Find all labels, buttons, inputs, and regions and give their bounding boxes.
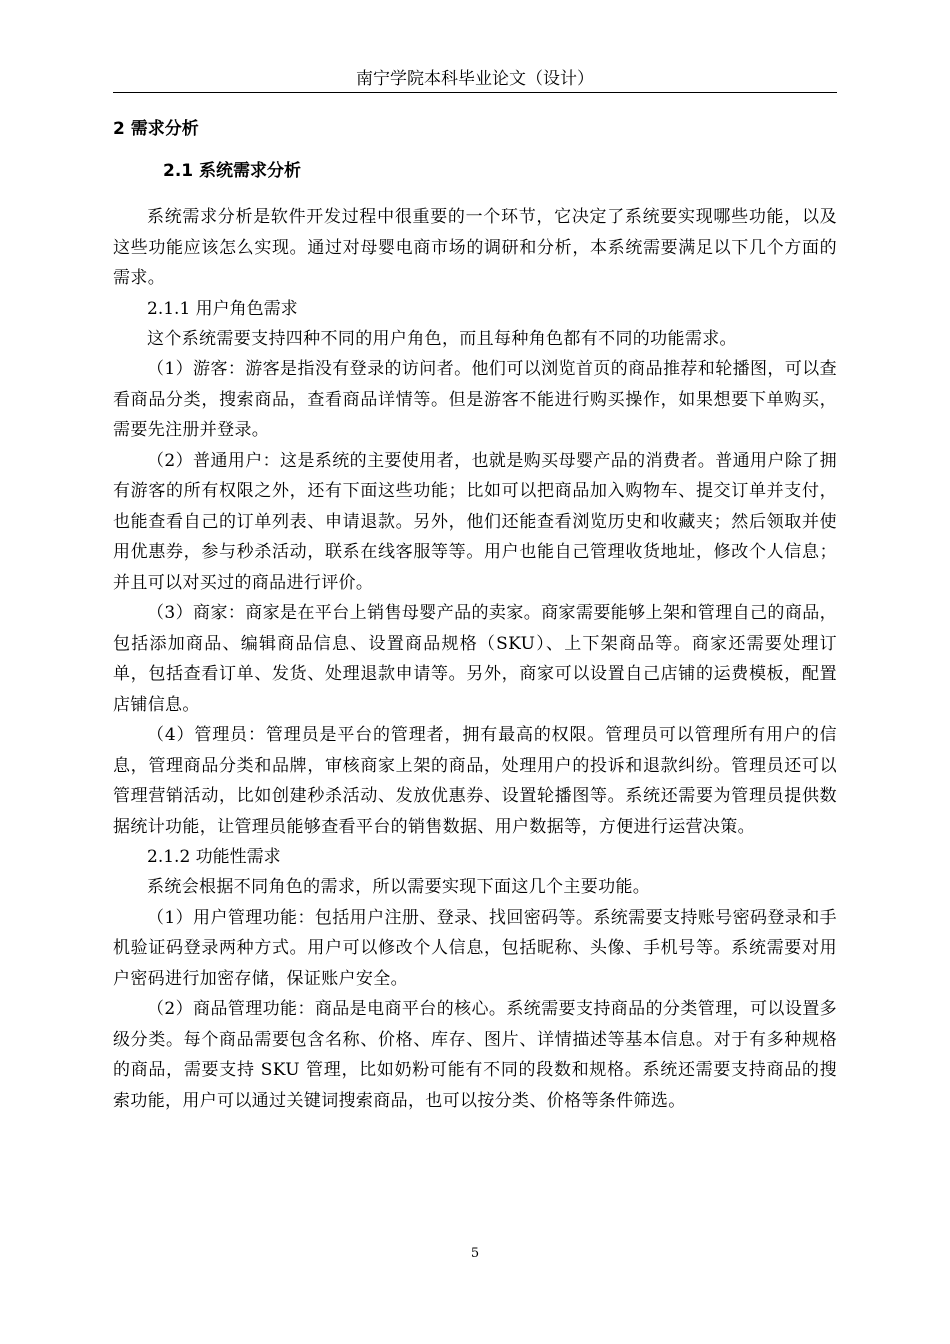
role-user-paragraph: （2）普通用户：这是系统的主要使用者，也就是购买母婴产品的消费者。普通用户除了拥有游客的所有权限之外，还有下面这些功能；比如可以把商品加入购物车、提交订单并支付，也能查看自己的订单列表、申请退款。另外，他们还能查看浏览历史和收藏夹；然后领取并使用优惠券，参与秒杀活动，联系在线客服等等。用户也能自己管理收货地址，修改个人信息；并且可以对买过的商品进行评价。	[113, 450, 837, 593]
functions-intro-paragraph: 系统会根据不同角色的需求，所以需要实现下面这几个主要功能。	[147, 877, 651, 897]
function-user-mgmt-paragraph: （1）用户管理功能：包括用户注册、登录、找回密码等。系统需要支持账号密码登录和手机验证码登录两种方式。用户可以修改个人信息，包括昵称、头像、手机号等。系统需要对用户密码进行加密存储，保证账户安全。	[113, 907, 837, 989]
function-product-mgmt-paragraph: （2）商品管理功能：商品是电商平台的核心。系统需要支持商品的分类管理，可以设置多级分类。每个商品需要包含名称、价格、库存、图片、详情描述等基本信息。对于有多种规格的商品，需要支持 SKU 管理，比如奶粉可能有不同的段数和规格。系统还需要支持商品的搜索功能，用户可以通过关键词搜索商品，也可以按分类、价格等条件筛选。	[113, 999, 837, 1111]
section-heading: 2 需求分析	[113, 119, 199, 139]
intro-paragraph: 系统需求分析是软件开发过程中很重要的一个环节，它决定了系统要实现哪些功能，以及这些功能应该怎么实现。通过对母婴电商市场的调研和分析，本系统需要满足以下几个方面的需求。	[113, 207, 837, 288]
roles-intro-paragraph: 这个系统需要支持四种不同的用户角色，而且每种角色都有不同的功能需求。	[147, 328, 737, 349]
functions-heading: 2.1.2 功能性需求	[147, 847, 281, 867]
page-number: 5	[470, 1246, 480, 1261]
roles-heading: 2.1.1 用户角色需求	[147, 298, 298, 319]
page-header: 南宁学院本科毕业论文（设计）	[113, 66, 837, 93]
role-admin-paragraph: （4）管理员：管理员是平台的管理者，拥有最高的权限。管理员可以管理所有用户的信息，管理商品分类和品牌，审核商家上架的商品，处理用户的投诉和退款纠纷。管理员还可以管理营销活动，比如创建秒杀活动、发放优惠券、设置轮播图等。系统还需要为管理员提供数据统计功能，让管理员能够查看平台的销售数据、用户数据等，方便进行运营决策。	[113, 725, 837, 837]
role-guest-paragraph: （1）游客：游客是指没有登录的访问者。他们可以浏览首页的商品推荐和轮播图，可以查看商品分类，搜索商品，查看商品详情等。但是游客不能进行购买操作，如果想要下单购买，需要先注册并登录。	[113, 359, 837, 440]
subsection-heading: 2.1 系统需求分析	[163, 161, 302, 181]
role-merchant-paragraph: （3）商家：商家是在平台上销售母婴产品的卖家。商家需要能够上架和管理自己的商品，包括添加商品、编辑商品信息、设置商品规格（SKU）、上下架商品等。商家还需要处理订单，包括查看订单、发货、处理退款申请等。另外，商家可以设置自己店铺的运费模板，配置店铺信息。	[113, 603, 837, 715]
document-body	[113, 114, 837, 1116]
